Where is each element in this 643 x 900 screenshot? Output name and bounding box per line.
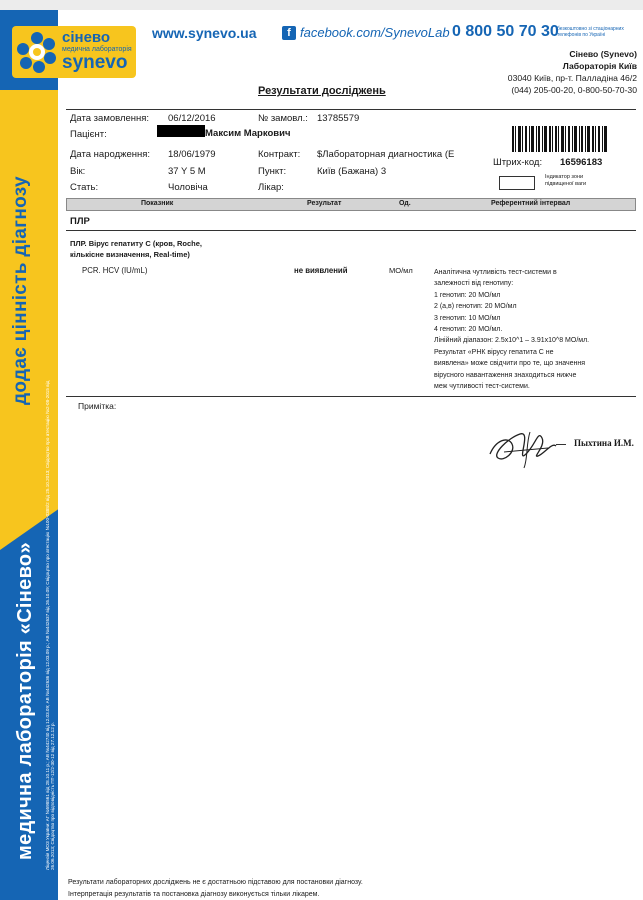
website-link[interactable]: www.synevo.ua [152,25,257,41]
age-label: Вік: [70,166,86,177]
col-reference: Референтний інтервал [491,200,571,207]
reference-line: меж чутливості тест-системи. [434,383,530,391]
flower-logo-icon [16,31,58,73]
test-name-line2: кількісне визначення, Real-time) [70,250,190,259]
reference-line: 2 (а,в) генотип: 20 МО/мл [434,303,517,311]
point-label: Пункт: [258,166,287,177]
doctor-label: Лікар: [258,182,284,193]
footer-line1: Результати лабораторних досліджень не є достатньою підставою для постановки діагнозу. [68,879,363,886]
col-result: Результат [307,200,342,207]
hotline-note: безкоштовно зі стаціонарних телефонів по Україні [557,26,624,38]
param-name: PCR. HCV (IU/mL) [82,266,148,275]
indicator-box [499,176,535,190]
top-strip [0,0,643,10]
synevo-logo [12,26,136,78]
test-name-line1: ПЛР. Вірус гепатиту С (кров, Roche, [70,239,203,248]
hotline-phone: 0 800 50 70 30 [452,23,559,40]
order-date-label: Дата замовлення: [70,113,150,124]
col-indicator: Показник [141,200,174,207]
signature-name: Пыхтина И.М. [574,438,634,448]
contract-value: $Лабораторная диагностика (Е [317,149,455,160]
col-unit: Од. [399,200,411,207]
signature-dash [556,444,566,445]
footer-line2: Інтерпретація результатів та постановка діагнозу виконується тільки лікарем. [68,891,320,898]
sex-label: Стать: [70,182,99,193]
order-no-value: 13785579 [317,113,360,124]
point-value: Київ (Бажана) 3 [317,166,387,177]
barcode-icon [512,126,608,152]
footer-disclaimer [68,877,363,900]
page-title: Результати досліджень [258,85,386,97]
facebook-text: facebook.com/SynevoLab [300,25,450,40]
brand-vertical: медична лабораторія «Сінево» [14,542,36,860]
param-result: не виявлений [294,266,348,275]
reference-line: Лінійний діапазон: 2.5x10^1 – 3.91x10^8 МО/мл. [434,337,590,345]
logo-text-eng: synevo [62,52,128,73]
reference-line: виявлена» може свідчити про те, що значення [434,360,586,368]
redacted-surname [157,125,205,137]
dob-label: Дата народження: [70,149,151,160]
order-no-label: № замовл.: [258,113,308,124]
divider [66,396,636,397]
dob-value: 18/06/1979 [168,149,216,160]
lab-name: Сінево (Synevo) [569,49,637,59]
reference-line: залежності від генотипу: [434,280,514,288]
reference-line: 1 генотип: 20 МО/мл [434,291,501,299]
note-label: Примітка: [78,401,117,411]
license-text: Ліцензія МОЗ України: АГ №598561 від 28.10.11 р.; АВ №442740 від 12.03.09; АВ №442636 від 12.03.09 р.; АВ №442637 від 26.10.09; Свідоцтво про атестацію №100-0388/2 від 25.10.2013; Свідоцтво про атестацію №2-08-2015 від 26.06.2013; Свідоцтво про відповідність ПТ-12/2-30-12 від 27.12.12 р. [45,380,55,870]
signature-icon [486,424,566,470]
barcode-label: Штрих-код: [493,157,543,168]
logo-text-sub: медична лабораторія [62,46,132,53]
tagline-vertical: додає цінність діагнозу [10,176,31,405]
facebook-icon: f [282,26,296,40]
reference-line: вірусного навантаження знаходиться нижче [434,371,577,379]
indicator-text: Індикатор зони підвищеної ваги [545,174,587,187]
age-value: 37 Y 5 M [168,166,206,177]
divider [66,109,636,110]
test-name [70,238,202,260]
contract-label: Контракт: [258,149,301,160]
barcode-value: 16596183 [560,157,603,168]
lab-branch: Лабораторія Київ [562,61,637,71]
order-date-value: 06/12/2016 [168,113,216,124]
lab-address: 03040 Київ, пр-т. Палладіна 46/2 [507,73,637,83]
lab-info [508,48,637,96]
section-title: ПЛР [70,216,90,227]
reference-line: 3 генотип: 10 МО/мл [434,314,501,322]
facebook-link[interactable] [282,25,450,40]
patient-label: Пацієнт: [70,129,107,140]
logo-text-ukr: сінево [62,29,111,46]
table-header [66,198,636,211]
reference-line: Аналітична чутливість тест-системи в [434,269,557,276]
reference-interval [434,267,620,392]
sex-value: Чоловіча [168,182,208,193]
divider [66,230,636,231]
lab-phones: (044) 205-00-20, 0-800-50-70-30 [511,85,637,95]
param-unit: МО/мл [389,266,413,275]
patient-name-value: Максим Маркович [205,128,291,139]
reference-line: Результат «РНК вірусу гепатита С не [434,348,554,356]
reference-line: 4 генотип: 20 МО/мл. [434,326,503,334]
